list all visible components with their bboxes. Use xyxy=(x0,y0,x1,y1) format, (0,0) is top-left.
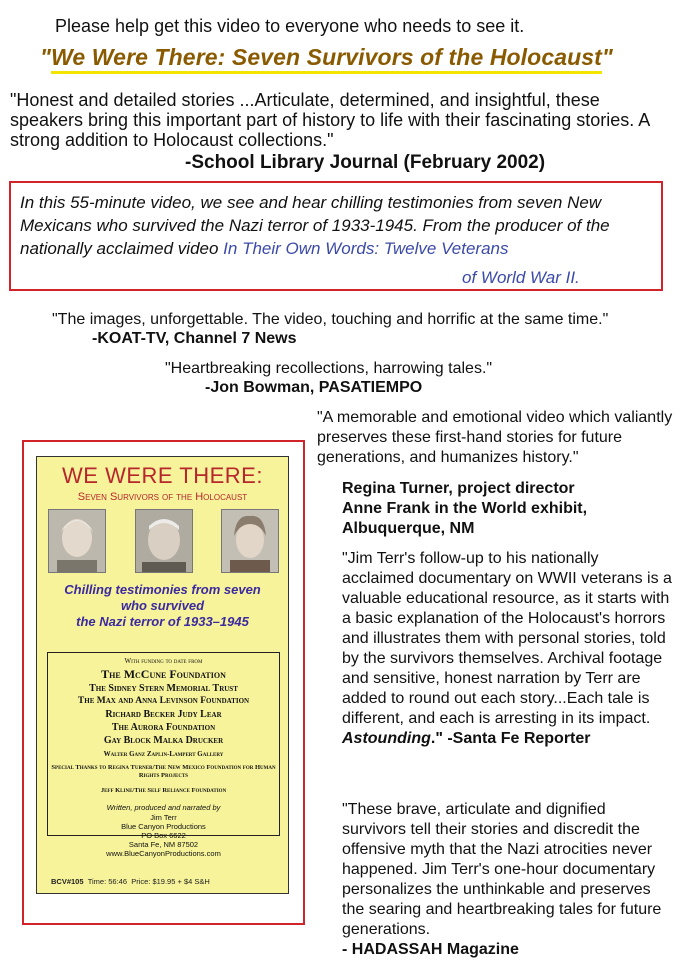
related-video-link-end[interactable]: of World War II. xyxy=(462,268,580,287)
terr-emphasis: Astounding xyxy=(342,730,431,747)
survivor-photo-1 xyxy=(48,509,106,573)
credit-intro: Written, produced and narrated by xyxy=(106,803,221,812)
hadassah-body: "These brave, articulate and dignified survivors tell their stories and discredit the offensive myth that the Nazi atrocities never happened. Jim Terr's one-hour documentary personalizes the unthinkable and preserves the searing and heartbreaking tales for future generations. xyxy=(342,801,662,938)
pasatiempo-source: -Jon Bowman, PASATIEMPO xyxy=(205,379,423,396)
cover-title: WE WERE THERE: xyxy=(62,463,263,488)
funder-2: The Sidney Stern Memorial Trust xyxy=(89,683,238,694)
video-cover xyxy=(36,456,289,894)
hadassah-source: - HADASSAH Magazine xyxy=(342,941,519,958)
funder-3: The Max and Anna Levinson Foundation xyxy=(77,696,250,706)
special-thanks: Special Thanks to Regina Turner/The New Mexico Foundation for Human Rights Projects xyxy=(51,764,276,779)
funder-1: The McCune Foundation xyxy=(101,667,226,681)
cover-subtitle: Seven Survivors of the Holocaust xyxy=(77,491,248,503)
cover-tagline-1: Chilling testimonies from seven xyxy=(64,582,261,597)
related-video-link[interactable]: In Their Own Words: Twelve Veterans xyxy=(223,239,509,258)
video-title xyxy=(40,44,613,71)
regina-attribution xyxy=(342,479,672,539)
intro-text: Please help get this video to everyone who needs to see it. xyxy=(55,16,525,36)
cover-tagline xyxy=(37,582,288,630)
cover-credits-box xyxy=(47,652,280,858)
funder-9: Jeff Kline/The Self Reliance Foundation xyxy=(100,787,227,794)
survivor-photo-2 xyxy=(135,509,193,573)
regina-line-2: Anne Frank in the World exhibit, xyxy=(342,500,588,517)
title-open-quote: " xyxy=(40,44,52,70)
pasatiempo-quote: "Heartbreaking recollections, harrowing tales." xyxy=(165,360,493,377)
description-text xyxy=(20,191,660,260)
product-code: BCV#105 xyxy=(51,877,84,886)
memorable-quote: "A memorable and emotional video which valiantly preserves these first-hand stories for future generations, and humanizes history." xyxy=(317,409,673,466)
funder-5: The Aurora Foundation xyxy=(111,722,216,733)
slj-quote: "Honest and detailed stories ...Articulate, determined, and insightful, these speakers bring this important part of history to life with their fascinating stories. A strong addition to Holocaust collections." xyxy=(10,90,650,150)
terr-body: "Jim Terr's follow-up to his nationally acclaimed documentary on WWII veterans is a valuable educational resource, as it starts with a basic explanation of the Holocaust's horrors and illustrates them with personal stories, told by the survivors themselves. Archival footage and sensitive, honest narration by Terr are added to round out each story...Each tale is different, and each is arresting in its impact. xyxy=(342,550,672,727)
regina-line-3: Albuquerque, NM xyxy=(342,520,475,537)
funding-intro: With funding to date from xyxy=(124,657,203,665)
company-name: Blue Canyon Productions xyxy=(121,822,206,831)
city: Santa Fe, NM 87502 xyxy=(128,840,199,849)
funder-6: Gay Block Malka Drucker xyxy=(103,735,224,746)
cover-footer xyxy=(51,877,210,886)
cover-tagline-2: who survived xyxy=(120,598,205,613)
funder-7: Walter Ganz Zaplin-Lampert Gallery xyxy=(103,750,224,758)
koat-source: -KOAT-TV, Channel 7 News xyxy=(92,330,297,347)
credit-name: Jim Terr xyxy=(150,813,177,822)
koat-quote: "The images, unforgettable. The video, touching and horrific at the same time." xyxy=(52,311,609,328)
title-text: We Were There: Seven Survivors of the Holocaust xyxy=(51,44,602,74)
santa-fe-reporter-quote xyxy=(342,549,672,749)
terr-source: ." -Santa Fe Reporter xyxy=(430,730,591,747)
credit-details xyxy=(48,813,279,858)
po-box: PO Box 6622 xyxy=(141,831,186,840)
hadassah-quote xyxy=(342,800,672,960)
regina-line-1: Regina Turner, project director xyxy=(342,480,575,497)
description-body: In this 55-minute video, we see and hear chilling testimonies from seven New Mexicans who survived the Nazi terror of 1933-1945. From the producer of the nationally acclaimed video xyxy=(20,193,610,258)
website: www.BlueCanyonProductions.com xyxy=(106,849,221,858)
slj-source: -School Library Journal (February 2002) xyxy=(185,152,546,173)
survivor-photo-3 xyxy=(221,509,279,573)
price: Price: $19.95 + $4 S&H xyxy=(131,877,210,886)
run-time: Time: 56:46 xyxy=(87,877,128,886)
cover-tagline-3: the Nazi terror of 1933–1945 xyxy=(76,614,249,629)
title-close-quote: " xyxy=(601,44,613,70)
funder-4: Richard Becker Judy Lear xyxy=(105,709,222,720)
